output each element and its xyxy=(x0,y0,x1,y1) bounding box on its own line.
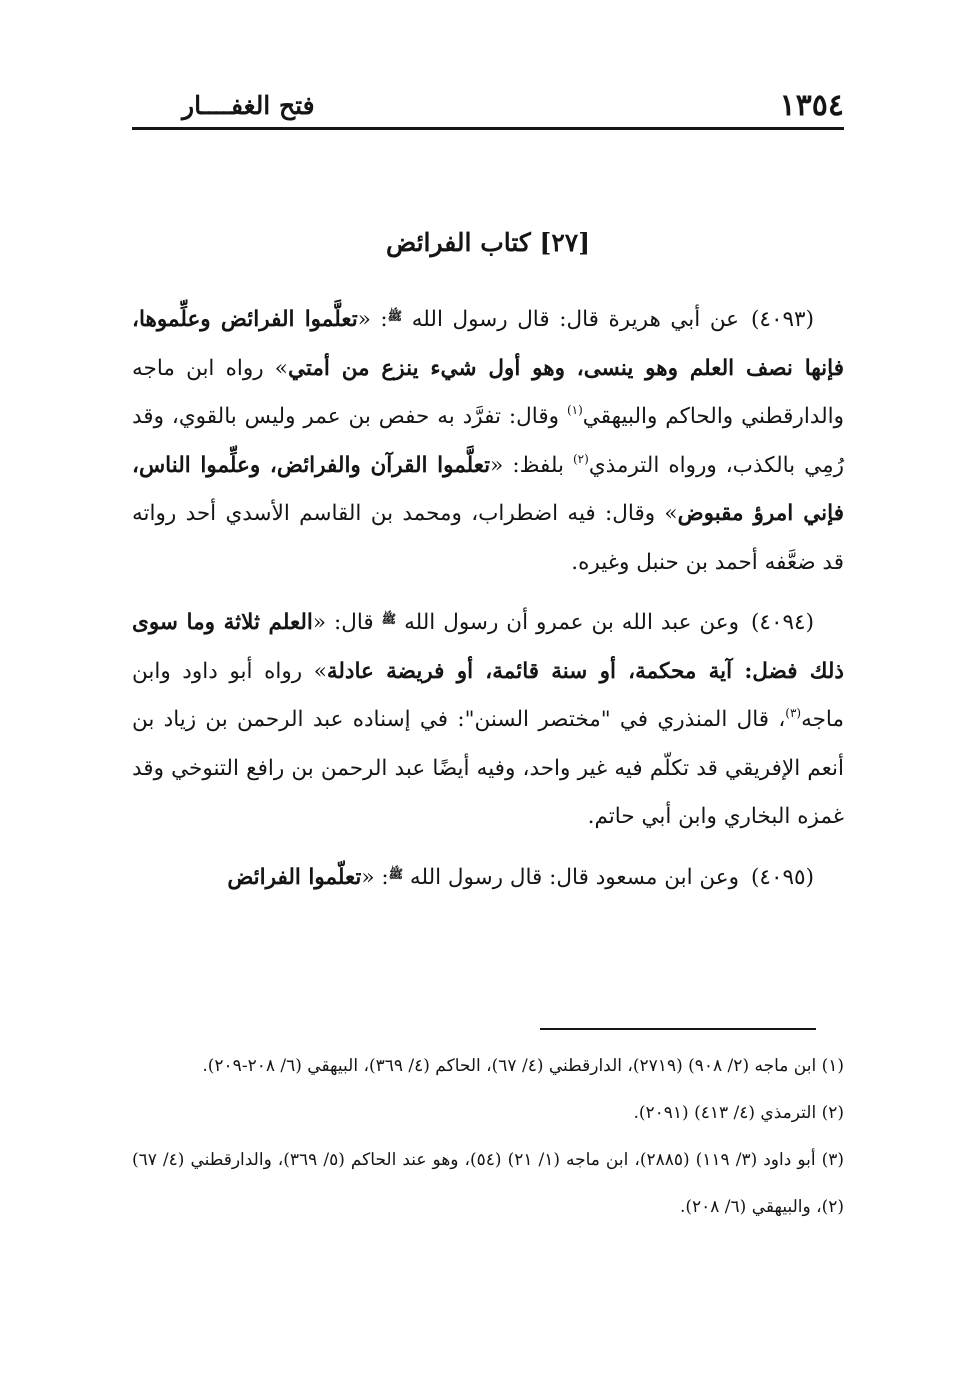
hadith-number: (٤٠٩٥) xyxy=(751,864,814,890)
hadith-number: (٤٠٩٤) xyxy=(751,610,814,635)
salutation-glyph: ﷺ xyxy=(388,866,404,881)
narration-text: ، قال المنذري في "مختصر السنن": في إسناده عبد الرحمن بن زياد بن أنعم الإفريقي قد تكلّم فيه غير واحد، وفيه أيضًا عبد الرحمن بن رافع التنوخي وقد غمزه البخاري وابن أبي حاتم. xyxy=(132,707,844,829)
narration-text: وعن ابن مسعود قال: قال رسول الله xyxy=(409,864,740,890)
footnote-ref: (٢) xyxy=(572,451,589,466)
header-rule xyxy=(132,127,844,130)
hadith-entry-4093 xyxy=(132,292,844,587)
footnote-3: (٣) أبو داود (٣/ ١١٩) (٢٨٨٥)، ابن ماجه (١/ ٢١) (٥٤)، وهو عند الحاكم (٥/ ٣٦٩)، والدارقطني (٤/ ٦٧) (٢)، والبيهقي (٦/ ٢٠٨). xyxy=(132,1150,844,1217)
hadith-quote: العلم ثلاثة وما سوى ذلك فضل: آية محكمة، أو سنة قائمة، أو فريضة عادلة xyxy=(132,610,844,684)
footnote-1: (١) ابن ماجه (٢/ ٩٠٨) (٢٧١٩)، الدارقطني (٤/ ٦٧)، الحاكم (٤/ ٣٦٩)، البيهقي (٦/ ٢٠٨-٢٠٩). xyxy=(202,1056,844,1076)
narration-text: : « xyxy=(361,864,389,890)
footnote-separator xyxy=(540,1028,816,1030)
narration-text: قال: « xyxy=(312,610,382,635)
hadith-quote: تعلَّموا القرآن والفرائض، وعلِّموا الناس، فإني امرؤ مقبوض xyxy=(132,452,844,526)
main-text xyxy=(132,292,844,910)
salutation-glyph: ﷺ xyxy=(381,612,397,626)
salutation-glyph: ﷺ xyxy=(387,309,403,323)
footnotes xyxy=(132,1043,844,1231)
hadith-quote: تعلّموا الفرائض xyxy=(227,864,362,890)
footnote-ref: (١) xyxy=(566,403,583,417)
chapter-title: [٢٧] كتاب الفرائض xyxy=(385,228,591,257)
narration-text: » رواه ابن ماجه والدارقطني والحاكم والبيهقي xyxy=(132,355,845,429)
narration-text: بلفظ: « xyxy=(490,452,573,478)
hadith-entry-4094 xyxy=(132,595,844,842)
hadith-entry-4095 xyxy=(132,850,844,903)
running-title: فتح الغفــــار xyxy=(182,91,315,120)
hadith-number: (٤٠٩٣) xyxy=(751,307,814,332)
footnote-2: (٢) الترمذي (٤/ ٤١٣) (٢٠٩١). xyxy=(633,1103,844,1123)
footnote-ref: (٣) xyxy=(785,706,802,720)
narration-text: وعن عبد الله بن عمرو أن رسول الله xyxy=(404,610,740,635)
narration-text: » وقال: فيه اضطراب، ومحمد بن القاسم الأسدي أحد رواته قد ضعَّفه أحمد بن حنبل وغيره. xyxy=(132,501,844,575)
narration-text: وقال: تفرَّد به حفص بن عمر وليس بالقوي، وقد رُمِي بالكذب، ورواه الترمذي xyxy=(132,404,845,478)
hadith-quote: تعلَّموا الفرائض وعلِّموها، فإنها نصف العلم وهو ينسى، وهو أول شيء ينزع من أمتي xyxy=(132,307,844,381)
running-header xyxy=(132,78,844,128)
narration-text: عن أبي هريرة قال: قال رسول الله xyxy=(411,307,740,332)
narration-text: : « xyxy=(357,307,388,332)
page-number: ١٣٥٤ xyxy=(779,88,844,123)
narration-text: » رواه أبو داود وابن ماجه xyxy=(132,658,844,732)
